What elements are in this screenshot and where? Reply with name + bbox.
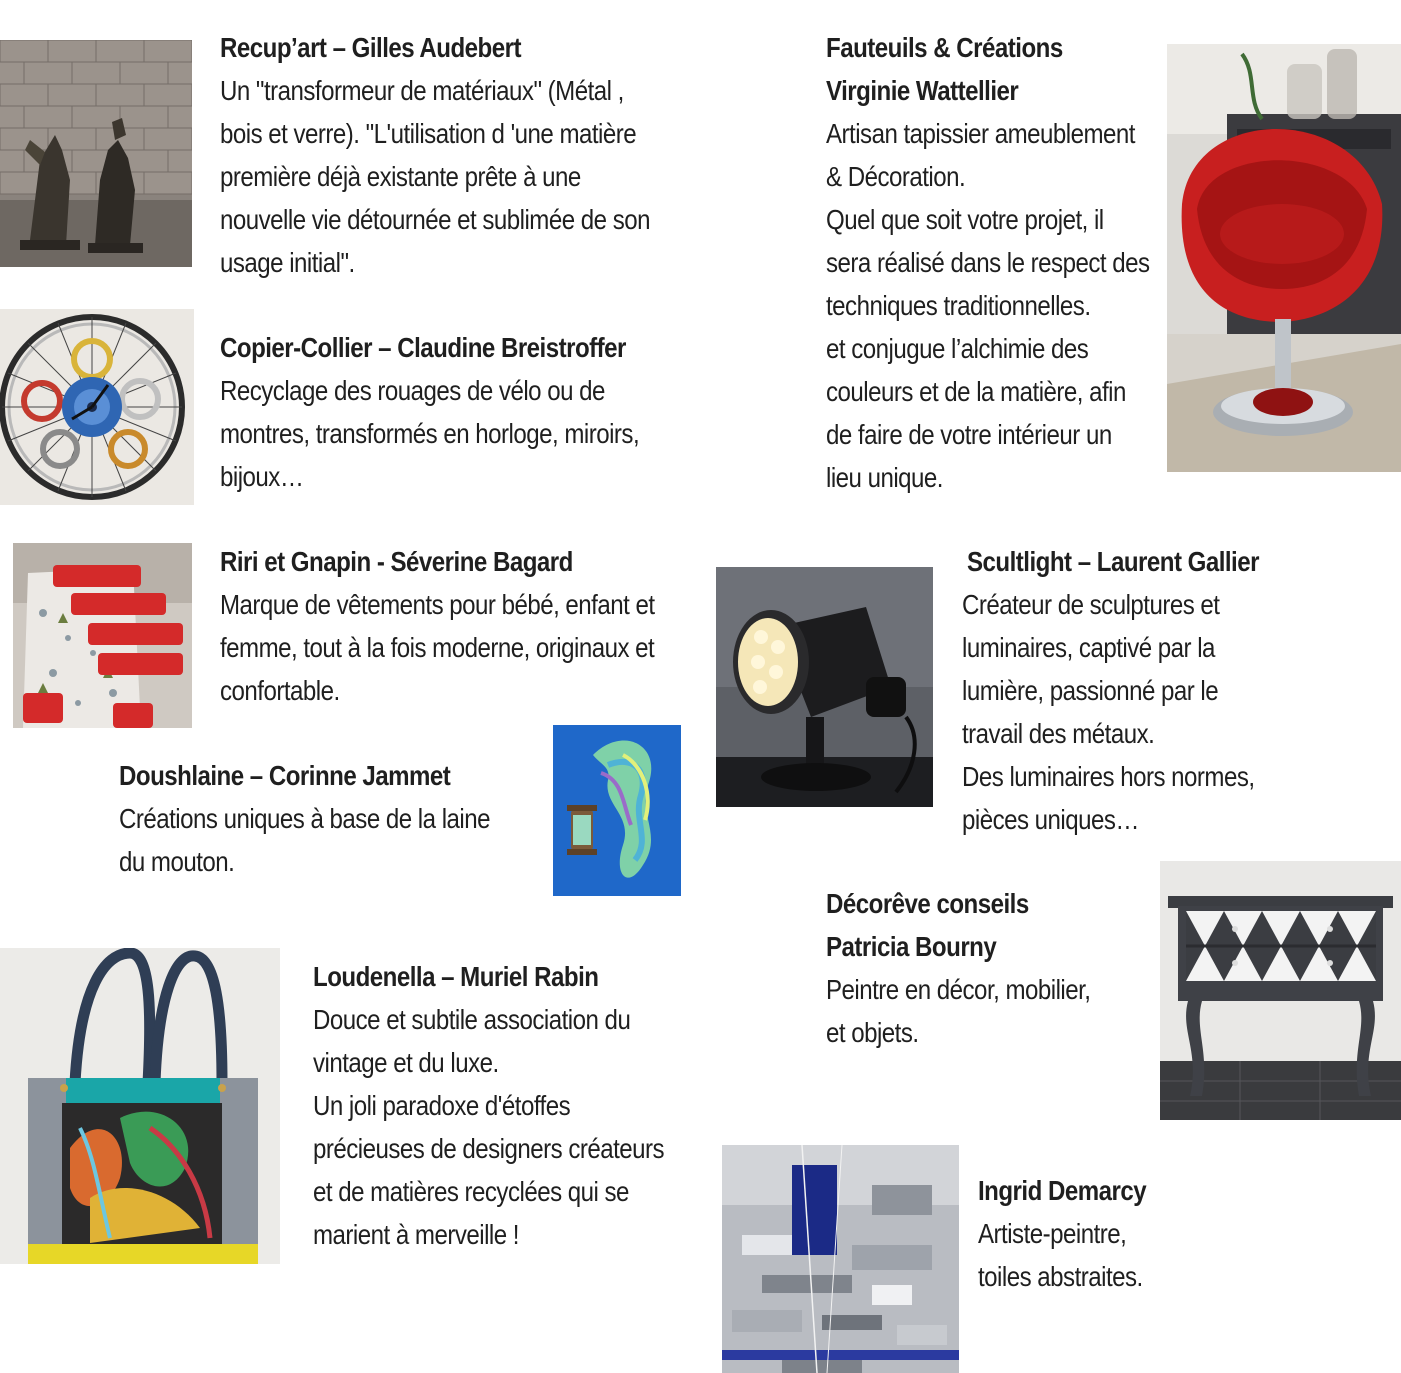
entry-title: Doushlaine – Corinne Jammet xyxy=(119,760,451,791)
entry-title: Fauteuils & Créations xyxy=(826,32,1063,63)
entry-text-line: Créations uniques à base de la laine xyxy=(119,803,490,834)
wool-skein-photo xyxy=(553,725,681,896)
entry-text-line: Créateur de sculptures et xyxy=(962,589,1220,620)
bike-wheel-clock-photo xyxy=(0,309,194,505)
painted-console-photo xyxy=(1160,861,1401,1120)
entry-text-line: femme, tout à la fois moderne, originaux et xyxy=(220,632,655,663)
entry-text-line: Quel que soit votre projet, il xyxy=(826,204,1104,235)
entry-decoreve-conseils xyxy=(826,882,1134,1054)
entry-text-line: couleurs et de la matière, afin xyxy=(826,376,1126,407)
entry-title: Recup’art – Gilles Audebert xyxy=(220,32,521,63)
entry-text-line: du mouton. xyxy=(119,846,235,877)
entry-text-line: bois et verre). "L'utilisation d 'une matière xyxy=(220,118,637,149)
entry-text-line: et de matières recyclées qui se xyxy=(313,1176,629,1207)
entry-text-line: pièces uniques… xyxy=(962,804,1139,835)
entry-riri-gnapin xyxy=(220,540,725,712)
entry-title: Riri et Gnapin - Séverine Bagard xyxy=(220,546,573,577)
entry-text-line: Un "transformeur de matériaux" (Métal , xyxy=(220,75,624,106)
entry-text-line: et conjugue l’alchimie des xyxy=(826,333,1089,364)
tote-bag-photo xyxy=(0,948,280,1264)
entry-text-line: vintage et du luxe. xyxy=(313,1047,499,1078)
entry-text-line: de faire de votre intérieur un xyxy=(826,419,1112,450)
entry-title: Ingrid Demarcy xyxy=(978,1175,1147,1206)
entry-text-line: première déjà existante prête à une xyxy=(220,161,581,192)
entry-copier-collier xyxy=(220,326,707,498)
entry-text-line: luminaires, captivé par la xyxy=(962,632,1215,663)
entry-text-line: lumière, passionné par le xyxy=(962,675,1219,706)
entry-subtitle: Patricia Bourny xyxy=(826,931,997,962)
entry-text-line: Artiste-peintre, xyxy=(978,1218,1127,1249)
entry-title: Décorêve conseils xyxy=(826,888,1029,919)
entry-text-line: Des luminaires hors normes, xyxy=(962,761,1255,792)
entry-text-line: Un joli paradoxe d'étoffes xyxy=(313,1090,571,1121)
entry-subtitle: Virginie Wattellier xyxy=(826,75,1019,106)
entry-text-line: toiles abstraites. xyxy=(978,1261,1143,1292)
entry-text-line: et objets. xyxy=(826,1017,919,1048)
entry-title: Scultlight – Laurent Gallier xyxy=(967,546,1259,577)
entry-text-line: Marque de vêtements pour bébé, enfant et xyxy=(220,589,655,620)
entry-title: Copier-Collier – Claudine Breistroffer xyxy=(220,332,626,363)
entry-fauteuils-creations xyxy=(826,26,1202,499)
kids-pants-photo xyxy=(13,543,192,728)
entry-text-line: Peintre en décor, mobilier, xyxy=(826,974,1091,1005)
entry-text-line: & Décoration. xyxy=(826,161,966,192)
entry-ingrid-demarcy xyxy=(978,1169,1173,1298)
entry-text-line: usage initial". xyxy=(220,247,355,278)
entry-loudenella xyxy=(313,955,721,1256)
entry-text-line: lieu unique. xyxy=(826,462,943,493)
sculpture-figures-photo xyxy=(0,40,192,267)
entry-text-line: confortable. xyxy=(220,675,340,706)
entry-text-line: techniques traditionnelles. xyxy=(826,290,1091,321)
entry-text-line: nouvelle vie détournée et sublimée de son xyxy=(220,204,650,235)
abstract-painting-photo xyxy=(722,1145,959,1373)
entry-text-line: Recyclage des rouages de vélo ou de xyxy=(220,375,605,406)
entry-text-line: montres, transformés en horloge, miroirs, xyxy=(220,418,640,449)
entry-text-line: bijoux… xyxy=(220,461,304,492)
entry-scultlight xyxy=(962,540,1307,841)
entry-text-line: précieuses de designers créateurs xyxy=(313,1133,665,1164)
entry-title: Loudenella – Muriel Rabin xyxy=(313,961,599,992)
entry-text-line: sera réalisé dans le respect des xyxy=(826,247,1150,278)
entry-doushlaine xyxy=(119,754,550,883)
entry-text-line: travail des métaux. xyxy=(962,718,1155,749)
spotlight-lamp-photo xyxy=(716,567,933,807)
entry-text-line: Artisan tapissier ameublement xyxy=(826,118,1135,149)
entry-text-line: Douce et subtile association du xyxy=(313,1004,631,1035)
entry-recupart xyxy=(220,26,720,284)
entry-text-line: marient à merveille ! xyxy=(313,1219,519,1250)
